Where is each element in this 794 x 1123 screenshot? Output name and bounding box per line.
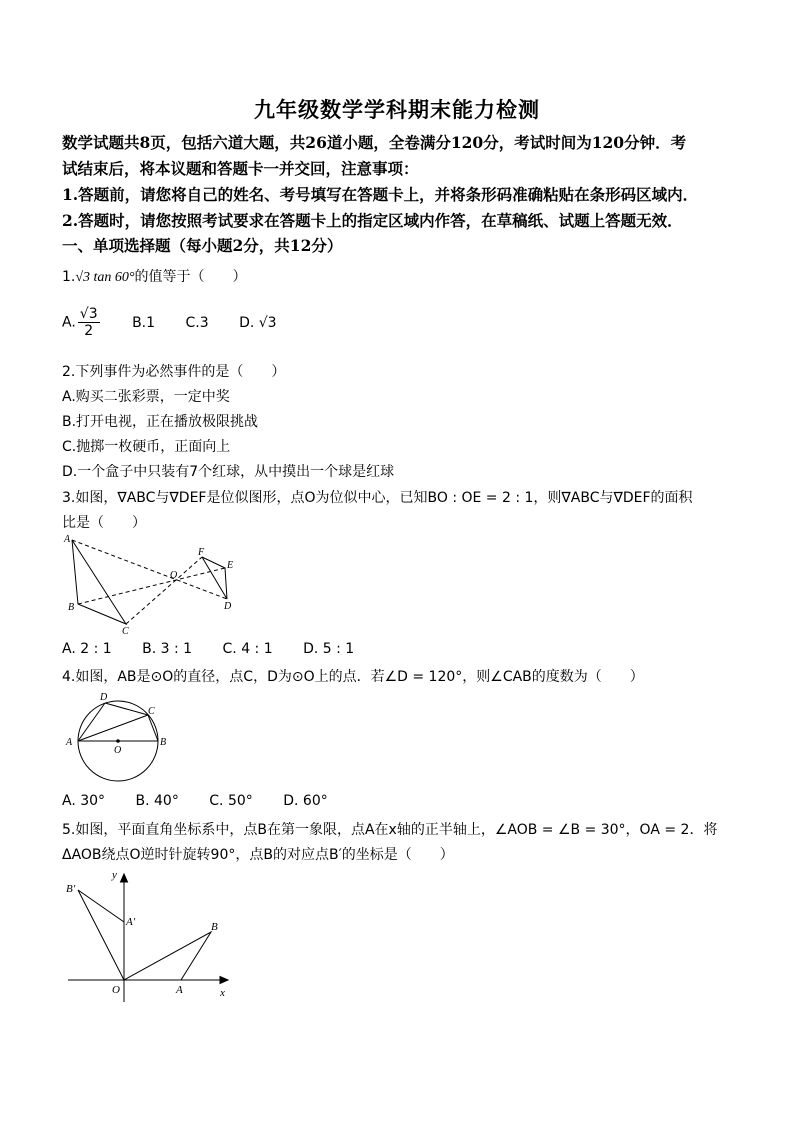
q3-label-f: F xyxy=(198,547,205,558)
q3-line-cf xyxy=(126,557,202,624)
q3-option-b[interactable]: B. 3 : 1 xyxy=(142,641,193,657)
intro-line-2: 试结束后，将本议题和答题卡一并交回，注意事项： xyxy=(62,159,419,178)
q3-label-d: D xyxy=(224,601,232,612)
q3-label-o: O xyxy=(170,570,178,581)
q4-option-b[interactable]: B. 40° xyxy=(135,793,179,809)
q3-label-a: A xyxy=(64,534,71,545)
q4-option-c[interactable]: C. 50° xyxy=(209,793,253,809)
q2-option-c[interactable]: C.抛掷一枚硬币，正面向上 xyxy=(62,439,231,455)
q4-label-c: C xyxy=(148,706,155,717)
q5-figure xyxy=(60,862,240,1007)
q1-option-a-label: A. xyxy=(62,314,76,331)
q3-options xyxy=(62,641,380,657)
q5-y-arrow xyxy=(121,874,128,882)
q1-option-a-denominator: 2 xyxy=(84,323,94,340)
q5-triangle-aob xyxy=(124,932,211,980)
q4-figure xyxy=(60,688,180,788)
q4-chord-ad xyxy=(78,703,105,741)
q3-figure xyxy=(60,532,250,637)
q1-option-c[interactable]: C.3 xyxy=(185,314,209,331)
q3-label-c: C xyxy=(122,626,129,637)
q5-label-b-prime: B′ xyxy=(66,883,76,895)
q5-label-x: x xyxy=(220,987,225,999)
q1-expression: √3 tan 60° xyxy=(75,270,135,285)
q1-option-a-numerator: √3 xyxy=(79,306,98,322)
q3-triangle-def xyxy=(202,557,227,599)
q4-label-b: B xyxy=(160,737,167,748)
q1-option-d[interactable]: D. √3 xyxy=(239,314,277,331)
q4-center-dot xyxy=(116,739,120,743)
q5-stem-line-1: 5.如图，平面直角坐标系中，点B在第一象限，点A在x轴的正半轴上，∠AOB = ∠B = 30°，OA = 2．将 xyxy=(62,822,718,838)
section-heading: 一、单项选择题（每小题2分，共12分） xyxy=(62,236,343,255)
note-2: 2.答题时，请您按照考试要求在答题卡上的指定区域内作答，在草稿纸、试题上答题无效． xyxy=(62,211,683,230)
q5-triangle-rotated xyxy=(78,890,124,980)
q2-stem: 2.下列事件为必然事件的是（ ） xyxy=(62,364,286,380)
q4-label-o: O xyxy=(114,745,122,756)
q5-label-a: A xyxy=(176,984,183,996)
q1-stem xyxy=(62,266,247,286)
q3-option-d[interactable]: D. 5 : 1 xyxy=(303,641,355,657)
q4-label-a: A xyxy=(66,737,73,748)
q5-x-arrow xyxy=(220,977,228,984)
q4-stem: 4.如图，AB是⊙O的直径，点C，D为⊙O上的点．若∠D = 120°，则∠CAB的度数为（ ） xyxy=(62,669,644,685)
q4-option-a[interactable]: A. 30° xyxy=(62,793,106,809)
q3-label-b: B xyxy=(68,602,75,613)
q2-option-b[interactable]: B.打开电视，正在播放极限挑战 xyxy=(62,414,259,430)
q5-label-y: y xyxy=(112,869,117,881)
q5-stem-line-2: ΔAOB绕点O逆时针旋转90°，点B的对应点B′的坐标是（ ） xyxy=(62,847,454,863)
q4-chord-cb xyxy=(148,715,158,741)
q2-option-d[interactable]: D.一个盒子中只装有7个红球，从中摸出一个球是红球 xyxy=(62,464,395,480)
q1-options xyxy=(62,306,303,339)
q1-suffix: 的值等于（ ） xyxy=(134,269,247,285)
q4-chord-ac xyxy=(78,715,148,741)
q4-label-d: D xyxy=(100,692,108,703)
q2-option-a[interactable]: A.购买二张彩票，一定中奖 xyxy=(62,389,230,405)
intro-line-1: 数学试题共8页，包括六道大题，共26道小题，全卷满分120分，考试时间为120分钟．考 xyxy=(62,133,687,152)
q3-label-e: E xyxy=(227,560,234,571)
q5-label-b: B xyxy=(211,921,218,933)
q3-option-a[interactable]: A. 2 : 1 xyxy=(62,641,112,657)
q1-option-a-fraction xyxy=(78,306,100,339)
note-1: 1.答题前，请您将自己的姓名、考号填写在答题卡上，并将条形码准确粘贴在条形码区域内． xyxy=(62,185,699,204)
q3-stem-line-1: 3.如图，∇ABC与∇DEF是位似图形，点O为位似中心，已知BO : OE = 2 : 1，则∇ABC与∇DEF的面积 xyxy=(62,490,693,506)
q4-options xyxy=(62,793,354,809)
q3-option-c[interactable]: C. 4 : 1 xyxy=(222,641,273,657)
q3-triangle-abc xyxy=(72,540,126,624)
q5-label-o: O xyxy=(112,984,120,996)
q4-option-d[interactable]: D. 60° xyxy=(283,793,328,809)
page-title: 九年级数学学科期末能力检测 xyxy=(254,97,540,122)
q1-option-a[interactable] xyxy=(62,306,102,339)
q3-stem-line-2: 比是（ ） xyxy=(62,515,146,531)
q5-label-a-prime: A′ xyxy=(126,916,136,928)
q1-prefix: 1. xyxy=(62,269,76,285)
q3-line-be xyxy=(78,568,225,604)
q1-option-b[interactable]: B.1 xyxy=(132,314,156,331)
